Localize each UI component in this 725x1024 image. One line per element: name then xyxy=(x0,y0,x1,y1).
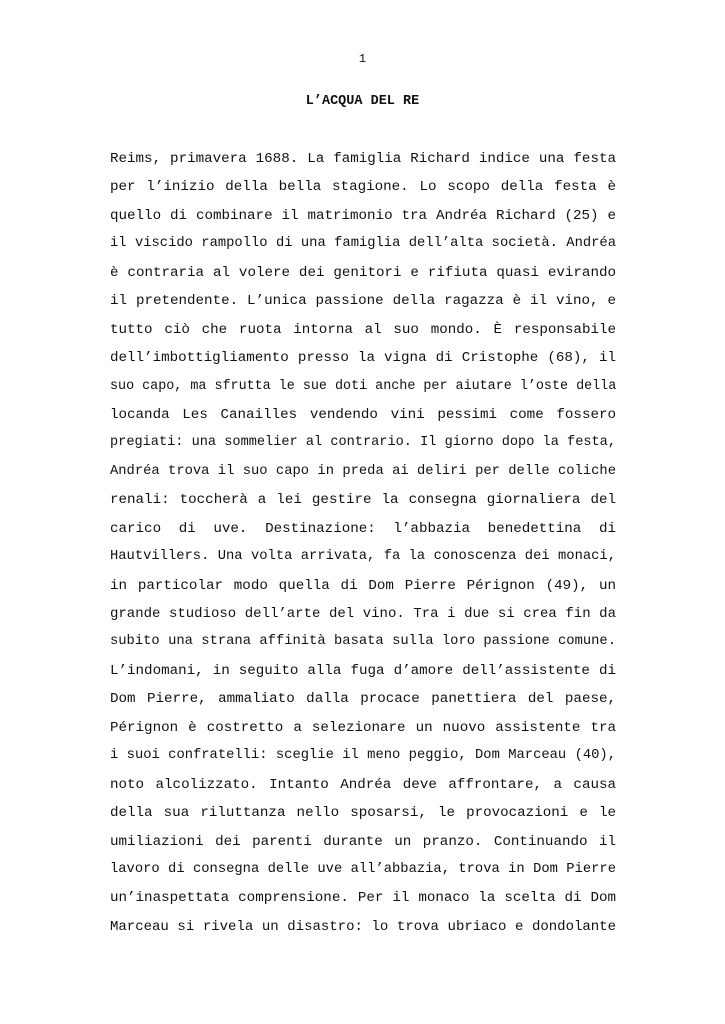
text-line: Hautvillers. Una volta arrivata, fa la conoscenza dei monaci, xyxy=(110,549,616,565)
text-line: della sua riluttanza nello sposarsi, le provocazioni e le xyxy=(110,805,616,822)
body-paragraph xyxy=(110,145,616,941)
text-line: è contraria al volere dei genitori e rifiuta quasi evirando xyxy=(110,264,616,281)
text-line: quello di combinare il matrimonio tra Andréa Richard (25) e xyxy=(110,207,616,224)
text-line: il pretendente. L’unica passione della ragazza è il vino, e xyxy=(110,293,616,310)
text-line: lavoro di consegna delle uve all’abbazia, trova in Dom Pierre xyxy=(110,861,616,877)
text-line: pregiati: una sommelier al contrario. Il giorno dopo la festa, xyxy=(110,435,616,451)
text-line: grande studioso dell’arte del vino. Tra i due si crea fin da xyxy=(110,606,616,622)
text-line: tutto ciò che ruota intorna al suo mondo. È responsabile xyxy=(110,321,616,338)
text-line: il viscido rampollo di una famiglia dell’alta società. Andréa xyxy=(110,236,616,252)
text-line: i suoi confratelli: sceglie il meno peggio, Dom Marceau (40), xyxy=(110,748,616,764)
text-line: per l’inizio della bella stagione. Lo scopo della festa è xyxy=(110,179,616,196)
page-number: 1 xyxy=(358,52,367,66)
text-line: in particolar modo quella di Dom Pierre Pérignon (49), un xyxy=(110,577,616,594)
text-line: dell’imbottigliamento presso la vigna di Cristophe (68), il xyxy=(110,350,616,367)
text-line: locanda Les Canailles vendendo vini pessimi come fossero xyxy=(110,406,616,423)
text-line: Reims, primavera 1688. La famiglia Richard indice una festa xyxy=(110,151,616,167)
text-line: renali: toccherà a lei gestire la consegna giornaliera del xyxy=(110,492,616,509)
text-line: Dom Pierre, ammaliato dalla procace panettiera del paese, xyxy=(110,691,616,708)
document-title: L’ACQUA DEL RE xyxy=(305,94,420,109)
text-line: Pérignon è costretto a selezionare un nuovo assistente tra xyxy=(110,719,616,736)
text-line: noto alcolizzato. Intanto Andréa deve affrontare, a causa xyxy=(110,776,616,793)
text-line: subito una strana affinità basata sulla loro passione comune. xyxy=(110,634,616,650)
text-line: umiliazioni dei parenti durante un pranzo. Continuando il xyxy=(110,833,616,850)
text-line: Andréa trova il suo capo in preda ai deliri per delle coliche xyxy=(110,463,616,479)
text-line: Marceau si rivela un disastro: lo trova ubriaco e dondolante xyxy=(110,918,616,935)
text-line: L’indomani, in seguito alla fuga d’amore dell’assistente di xyxy=(110,662,616,679)
text-line: carico di uve. Destinazione: l’abbazia benedettina di xyxy=(110,520,616,537)
text-line: un’inaspettata comprensione. Per il monaco la scelta di Dom xyxy=(110,890,616,907)
text-line: suo capo, ma sfrutta le sue doti anche per aiutare l’oste della xyxy=(110,378,616,394)
